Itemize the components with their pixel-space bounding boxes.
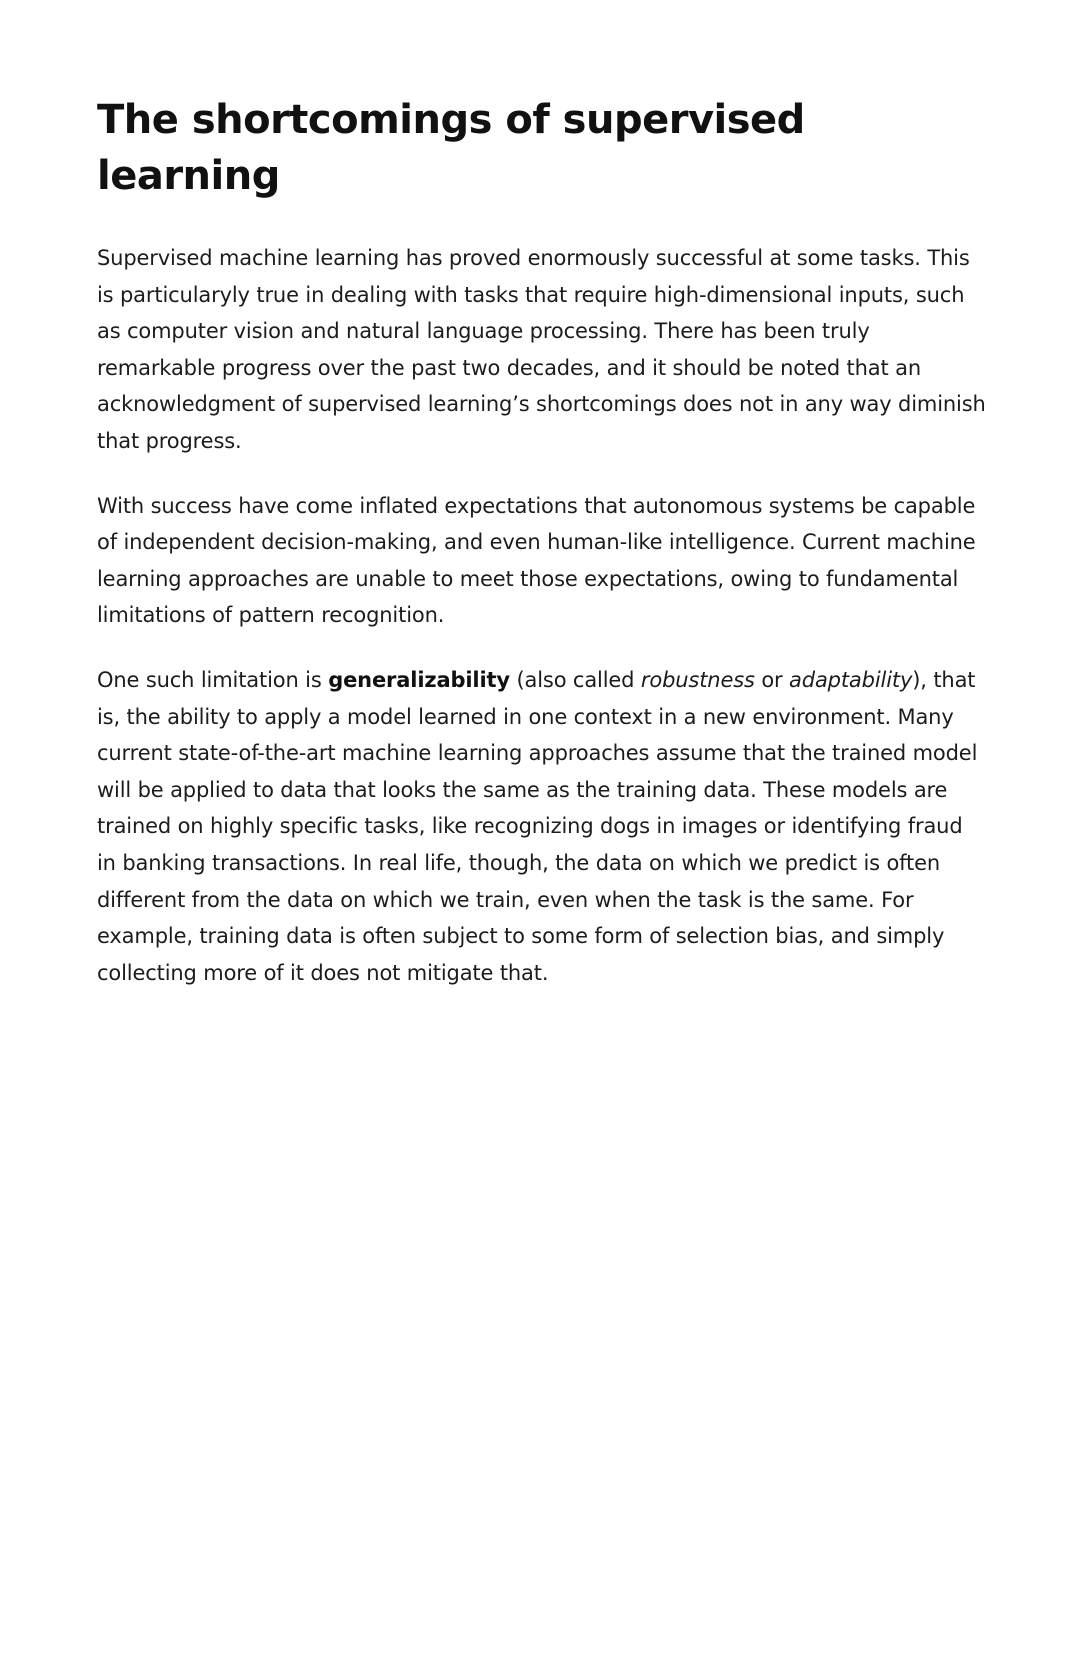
paragraph-3-rest: ), that is, the ability to apply a model learned in one context in a new environment. Many current state-of-the-art machine learning approaches assume that the trained model will be applied to data that looks the same as the training data. These models are trained on highly specific tasks, like recognizing dogs in images or identifying fraud in banking transactions. In real life, though, the data on which we predict is often different from the data on which we train, even when the task is the same. For example, training data is often subject to some form of selection bias, and simply collecting more of it does not mitigate that. — [97, 667, 978, 985]
paragraph-2: With success have come inflated expectations that autonomous systems be capable of independent decision-making, and even human-like intelligence. Current machine learning approaches are unable to meet those expectations, owing to fundamental limitations of pattern recognition. — [97, 493, 976, 628]
term-adaptability: adaptability — [789, 667, 913, 692]
paragraph-3 — [97, 662, 987, 991]
paragraph-3-mid-2: or — [754, 667, 790, 692]
page-title: The shortcomings of supervised learning — [97, 97, 805, 199]
paragraph-3-mid-1: (also called — [509, 667, 641, 692]
paragraph-1: Supervised machine learning has proved enormously successful at some tasks. This is particularyly true in dealing with tasks that require high-dimensional inputs, such as computer vision and natural language processing. There has been truly remarkable progress over the past two decades, and it should be noted that an acknowledgment of supervised learning’s shortcomings does not in any way diminish that progress. — [97, 246, 986, 453]
term-robustness: robustness — [640, 667, 755, 692]
term-generalizability: generalizability — [328, 667, 510, 692]
paragraph-3-lead: One such limitation is — [97, 667, 329, 692]
page-content — [97, 92, 987, 1019]
